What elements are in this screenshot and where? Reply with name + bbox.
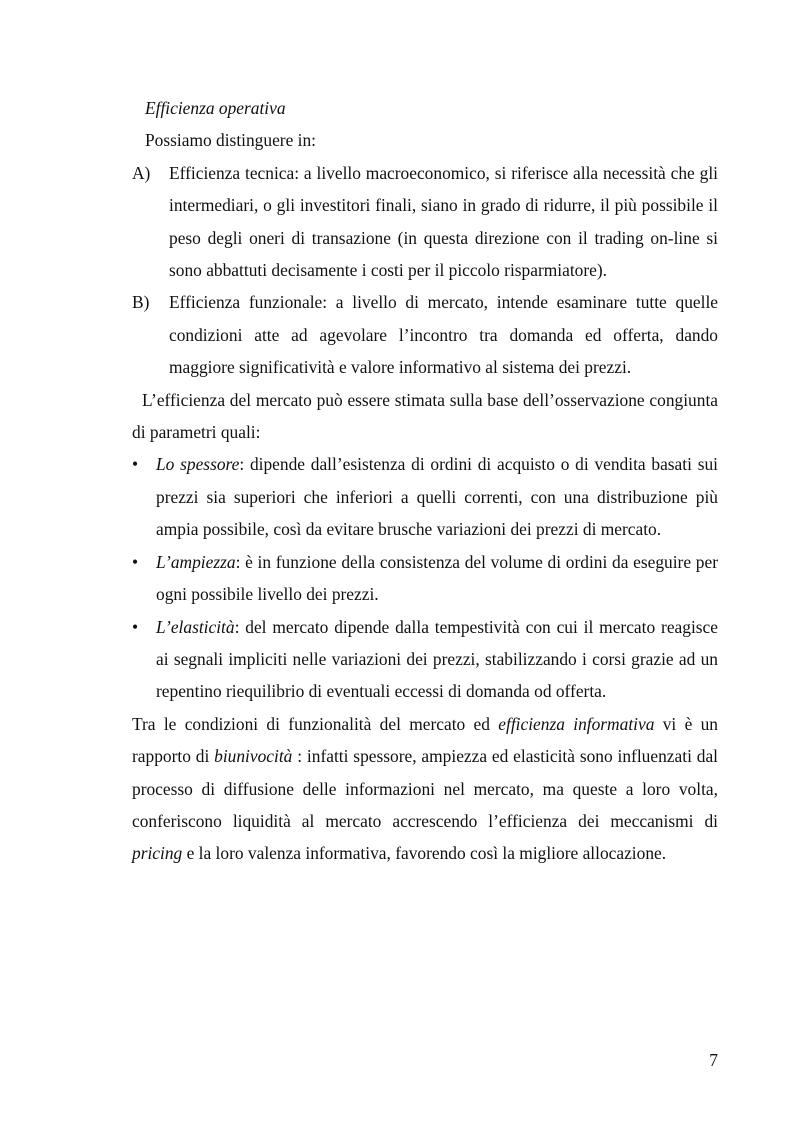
item-text: Efficienza tecnica: a livello macroeconomico, si riferisce alla necessità che gli intermediari, o gli investitori finali, siano in grado di ridurre, il più possibile il peso degli oneri di transazione (in questa direzione con il trading on-line si sono abbattuti decisamente i costi per il piccolo risparmiatore). xyxy=(169,162,718,281)
bullet-icon: • xyxy=(132,551,139,572)
bullet-description: : del mercato dipende dalla tempestività con cui il mercato reagisce ai segnali impliciti nelle variazioni dei prezzi, stabilizzando i corsi grazie ad un repentino riequilibrio di eventuali eccessi di domanda od offerta. xyxy=(156,616,718,702)
bullet-icon: • xyxy=(132,454,139,475)
bullet-item-elasticita xyxy=(132,611,718,708)
item-text: Efficienza funzionale: a livello di mercato, intende esaminare tutte quelle condizioni atte ad agevolare l’incontro tra domanda ed offerta, dando maggiore significatività e valore informativo al sistema dei prezzi. xyxy=(169,292,718,378)
lettered-item-b xyxy=(132,286,718,383)
page-number: 7 xyxy=(709,1050,718,1070)
item-marker: A) xyxy=(132,162,151,183)
section-heading: Efficienza operativa xyxy=(145,98,286,118)
bullet-term: L’ampiezza xyxy=(156,551,236,572)
bullet-term: L’elasticità xyxy=(156,616,235,637)
closing-paragraph xyxy=(132,708,718,870)
bullet-text xyxy=(156,546,718,611)
bullet-icon: • xyxy=(132,616,139,637)
closing-text: Tra le condizioni di funzionalità del mercato ed xyxy=(132,713,499,734)
bullet-description: : dipende dall’esistenza di ordini di acquisto o di vendita basati sui prezzi sia superiori che inferiori a quelli correnti, con una distribuzione più ampia possibile, così da evitare brusche variazioni dei prezzi di mercato. xyxy=(156,454,718,540)
emphasis-term: pricing xyxy=(132,843,183,864)
bullet-term: Lo spessore xyxy=(156,454,240,475)
emphasis-term: biunivocità xyxy=(214,746,293,767)
bullet-item-ampiezza xyxy=(132,546,718,611)
bullet-description: : è in funzione della consistenza del volume di ordini da eseguire per ogni possibile livello dei prezzi. xyxy=(156,551,718,605)
bullet-item-spessore xyxy=(132,448,718,545)
page-body xyxy=(132,92,718,870)
bullet-text xyxy=(156,448,718,545)
lettered-item-a xyxy=(132,157,718,287)
body-paragraph: L’efficienza del mercato può essere stimata sulla base dell’osservazione congiunta di parametri quali: xyxy=(132,389,718,443)
closing-text: vi è un rapporto di xyxy=(132,713,718,767)
emphasis-term: efficienza informativa xyxy=(498,713,655,734)
item-marker: B) xyxy=(132,292,150,313)
closing-text: e la loro valenza informativa, favorendo così la migliore allocazione. xyxy=(182,843,667,864)
intro-line: Possiamo distinguere in: xyxy=(145,130,317,151)
bullet-text xyxy=(156,611,718,708)
closing-text: : infatti spessore, ampiezza ed elasticità sono influenzati dal processo di diffusione delle informazioni nel mercato, ma queste a loro volta, conferiscono liquidità al mercato accrescendo l’efficienza dei meccanismi di xyxy=(132,746,718,831)
